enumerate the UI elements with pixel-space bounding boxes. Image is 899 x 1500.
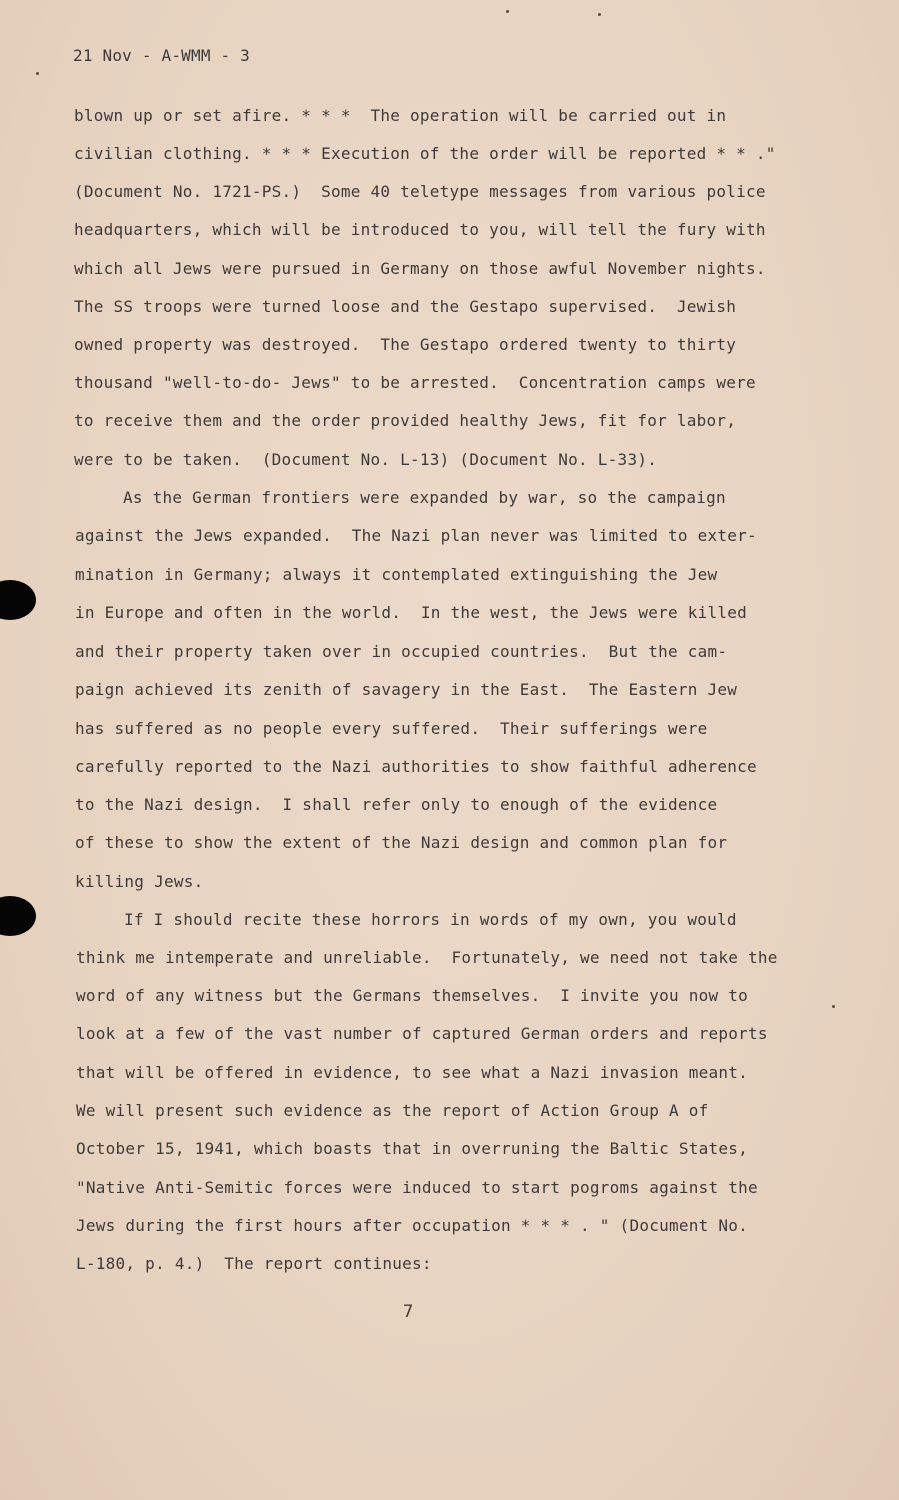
text-line: against the Jews expanded. The Nazi plan never was limited to exter- <box>75 526 757 545</box>
text-line: in Europe and often in the world. In the west, the Jews were killed <box>75 603 748 622</box>
text-line: were to be taken. (Document No. L-13) (Document No. L-33). <box>74 450 658 469</box>
paper-speck <box>36 72 39 75</box>
text-line: Jews during the first hours after occupation * * * . " (Document No. <box>76 1216 749 1235</box>
text-line: October 15, 1941, which boasts that in overruning the Baltic States, <box>76 1139 749 1158</box>
text-line: to receive them and the order provided healthy Jews, fit for labor, <box>74 411 737 430</box>
text-line: which all Jews were pursued in Germany on those awful November nights. <box>74 259 766 278</box>
text-line: (Document No. 1721-PS.) Some 40 teletype messages from various police <box>74 182 766 201</box>
paper-speck <box>598 13 601 16</box>
text-line: If I should recite these horrors in words of my own, you would <box>124 910 737 929</box>
text-line: headquarters, which will be introduced to you, will tell the fury with <box>74 220 766 239</box>
text-line: carefully reported to the Nazi authorities to show faithful adherence <box>75 757 757 776</box>
text-line: and their property taken over in occupied countries. But the cam- <box>75 642 728 661</box>
text-line: look at a few of the vast number of captured German orders and reports <box>76 1024 768 1043</box>
page-number: 7 <box>403 1302 414 1322</box>
text-line: of these to show the extent of the Nazi design and common plan for <box>75 833 728 852</box>
text-line: killing Jews. <box>75 872 204 891</box>
text-line: has suffered as no people every suffered. Their sufferings were <box>75 719 708 738</box>
page-header: 21 Nov - A-WMM - 3 <box>73 46 250 65</box>
text-line: paign achieved its zenith of savagery in the East. The Eastern Jew <box>75 680 738 699</box>
paper-speck <box>832 1005 835 1008</box>
text-line: word of any witness but the Germans themselves. I invite you now to <box>76 986 749 1005</box>
text-line: that will be offered in evidence, to see what a Nazi invasion meant. <box>76 1063 749 1082</box>
text-line: civilian clothing. * * * Execution of the order will be reported * * ." <box>74 144 776 163</box>
text-line: think me intemperate and unreliable. Fortunately, we need not take the <box>76 948 778 967</box>
punch-hole <box>0 580 36 620</box>
text-line: L-180, p. 4.) The report continues: <box>76 1254 432 1273</box>
text-line: blown up or set afire. * * * The operation will be carried out in <box>74 106 727 125</box>
text-line: The SS troops were turned loose and the Gestapo supervised. Jewish <box>74 297 737 316</box>
text-line: to the Nazi design. I shall refer only to enough of the evidence <box>75 795 718 814</box>
text-line: "Native Anti-Semitic forces were induced to start pogroms against the <box>76 1178 758 1197</box>
paper-speck <box>506 10 509 13</box>
text-line: owned property was destroyed. The Gestapo ordered twenty to thirty <box>74 335 737 354</box>
text-line: mination in Germany; always it contemplated extinguishing the Jew <box>75 565 718 584</box>
text-line: As the German frontiers were expanded by war, so the campaign <box>123 488 726 507</box>
punch-hole <box>0 896 36 936</box>
text-line: thousand "well-to-do- Jews" to be arrested. Concentration camps were <box>74 373 756 392</box>
text-line: We will present such evidence as the report of Action Group A of <box>76 1101 709 1120</box>
